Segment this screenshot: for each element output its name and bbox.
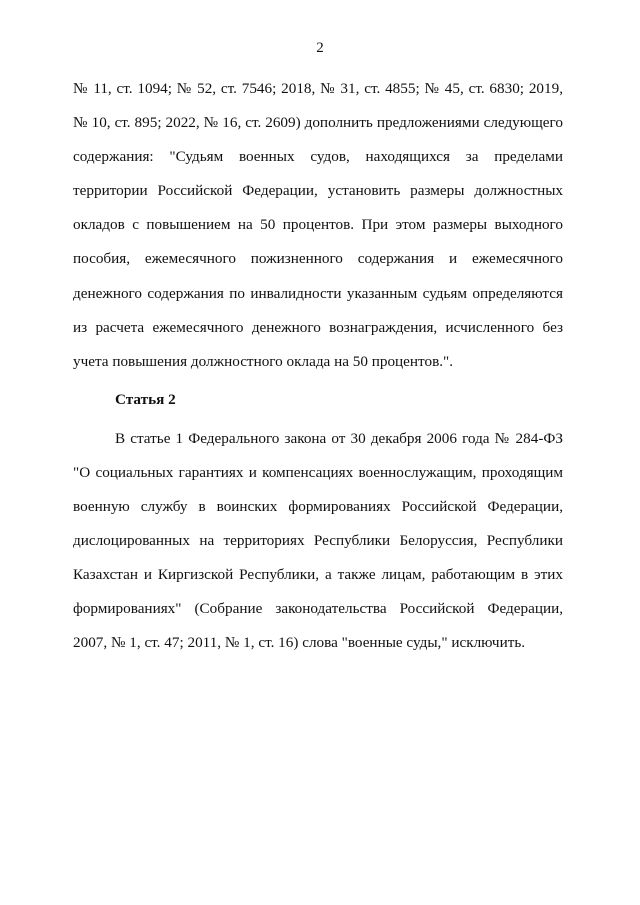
paragraph-1-line: денежного содержания по инвалидности указанным судьям определяются: [73, 285, 563, 302]
paragraph-1-line: учета повышения должностного оклада на 50 процентов.".: [73, 353, 454, 370]
paragraph-1-line: из расчета ежемесячного денежного вознаграждения, исчисленного без: [73, 319, 563, 336]
paragraph-2-line: Казахстан и Киргизской Республики, а также лицам, работающим в этих: [73, 566, 563, 583]
paragraph-2-line: формированиях" (Собрание законодательства Российской Федерации,: [73, 600, 563, 617]
article-heading: Статья 2: [115, 391, 176, 408]
paragraph-2-line: "О социальных гарантиях и компенсациях военнослужащим, проходящим: [73, 464, 563, 481]
paragraph-1-line: территории Российской Федерации, установить размеры должностных: [73, 182, 563, 199]
paragraph-1-line: № 11, ст. 1094; № 52, ст. 7546; 2018, № 31, ст. 4855; № 45, ст. 6830; 2019,: [73, 80, 563, 97]
paragraph-1-line: содержания: "Судьям военных судов, находящихся за пределами: [73, 148, 563, 165]
paragraph-2-line: В статье 1 Федерального закона от 30 декабря 2006 года № 284-ФЗ: [115, 430, 563, 447]
page-number: 2: [316, 40, 324, 56]
paragraph-1-line: пособия, ежемесячного пожизненного содержания и ежемесячного: [73, 250, 563, 267]
paragraph-1-line: окладов с повышением на 50 процентов. При этом размеры выходного: [73, 216, 563, 233]
paragraph-2-line: 2007, № 1, ст. 47; 2011, № 1, ст. 16) слова "военные суды," исключить.: [73, 634, 526, 651]
paragraph-2-line: дислоцированных на территориях Республики Белоруссия, Республики: [73, 532, 563, 549]
paragraph-1-line: № 10, ст. 895; 2022, № 16, ст. 2609) дополнить предложениями следующего: [73, 114, 563, 131]
paragraph-2-line: военную службу в воинских формированиях Российской Федерации,: [73, 498, 563, 515]
